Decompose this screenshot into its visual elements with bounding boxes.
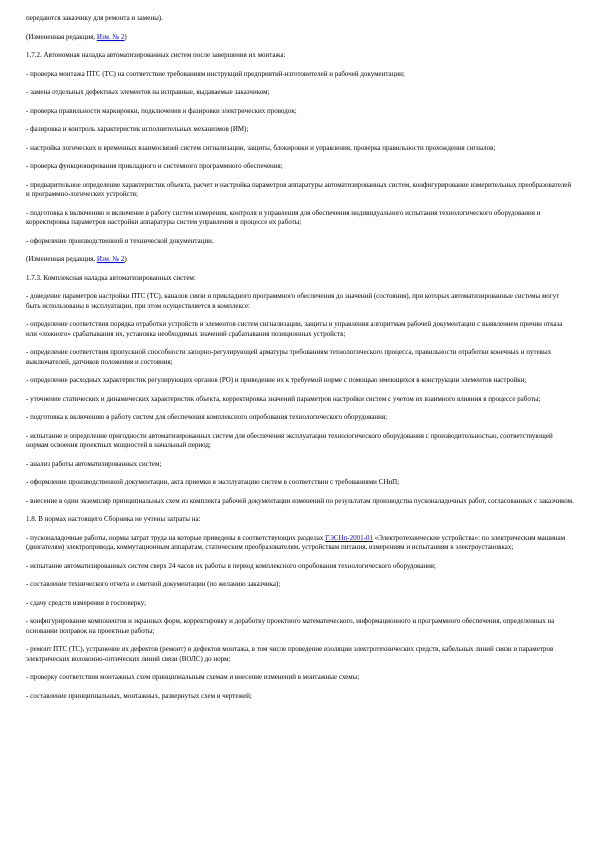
paragraph-text: - проверка монтажа ПТС (ТС) на соответствие требованиям инструкций предприятий-изготовителей и рабочей документации; <box>26 69 405 78</box>
paragraph-text: передаются заказчику для ремонта и замены). <box>26 14 163 22</box>
paragraph-text: - ремонт ПТС (ТС), устранение их дефектов (ремонт) и дефектов монтажа, в том числе проведение изоляции электротехнических средств, кабельных линий связи и параметров электрических волоконно-оптических линий связи (ВОЛС) до норм; <box>26 645 554 663</box>
paragraph-text: - составление принципиальных, монтажных, развернутых схем и чертежей; <box>26 691 252 700</box>
paragraph <box>26 599 574 609</box>
paragraph <box>26 395 574 405</box>
paragraph-text: 1.7.3. Комплексная наладка автоматизированных систем: <box>26 273 196 282</box>
paragraph <box>26 376 574 386</box>
paragraph-text-tail: ) <box>124 255 127 263</box>
paragraph <box>26 70 574 80</box>
paragraph-text: - проверка функционирования прикладного и системного программного обеспечения; <box>26 162 283 170</box>
paragraph-text: - составление технического отчета и сметной документации (по желанию заказчика); <box>26 580 281 588</box>
paragraph-text: - подготовка к включению и включение в работу систем измерения, контроля и управления для обеспечения индивидуального испытания технологического оборудования и корректировка параметров настройки аппаратуры систем управления в процессе их работы; <box>26 208 541 226</box>
paragraph-text: - внесение в один экземпляр принципиальных схем из комплекта рабочей документации изменений по результатам производства пусконаладочных работ, согласованных с заказчиком. <box>26 496 574 505</box>
amendment-link[interactable]: Изм. № 2 <box>96 255 125 263</box>
paragraph-text: 1.7.2. Автономная наладка автоматизированных систем после завершения их монтажа: <box>26 51 286 59</box>
paragraph <box>26 144 574 154</box>
paragraph-text-tail: «Электротехнические устройства»: по электрическим машинам (двигателям) электропривода, коммутационным аппаратам, статическим преобразователям, устройствам питания, измерениям и испытаниям в электроустановках; <box>26 533 566 551</box>
paragraph-text: - уточнение статических и динамических характеристик объекта, корректировка значений параметров настройки систем с учетом их взаимного влияния в процессе работы; <box>26 394 541 403</box>
paragraph-text: - определение соответствия пропускной способности запорно-регулирующей арматуры требованиям технологического процесса, правильности отработки конечных и путевых выключателей, датчиков положения и состояния; <box>26 348 552 366</box>
paragraph <box>26 51 574 61</box>
paragraph <box>26 320 574 339</box>
paragraph-text: - проверку соответствия монтажных схем принципиальным схемам и внесение изменений в монтажные схемы; <box>26 673 360 681</box>
amendment-link[interactable]: Изм. № 2 <box>96 32 125 41</box>
paragraph-text: - оформление производственной и технической документации. <box>26 236 214 245</box>
paragraph-text: - конфигурирование компонентов и экранных форм, корректировку и доработку проектного математического, информационного и программного обеспечения, определенных на основании поправок на проектные работы; <box>26 617 555 635</box>
paragraph-text-tail: ) <box>124 32 127 41</box>
paragraph <box>26 692 574 702</box>
paragraph <box>26 478 574 488</box>
paragraph-text: (Измененная редакция, <box>26 255 97 263</box>
paragraph <box>26 181 574 200</box>
paragraph <box>26 617 574 636</box>
paragraph-text: - испытание и определение пригодности автоматизированных систем для обеспечения эксплуатации технологического оборудования с производительностью, соответствующей нормам освоения проектных мощностей в начальный период; <box>26 431 553 449</box>
paragraph <box>26 292 574 311</box>
paragraph <box>26 534 574 553</box>
paragraph <box>26 209 574 228</box>
paragraph <box>26 645 574 664</box>
paragraph <box>26 274 574 284</box>
paragraph-text: (Измененная редакция, <box>26 32 97 41</box>
paragraph-text: - испытание автоматизированных систем сверх 24 часов их работы в период комплексного опробования технологического оборудования; <box>26 561 436 570</box>
paragraph-text: - настройка логических и временных взаимосвязей систем сигнализации, защиты, блокировки и управления, проверка правильности прохождения сигналов; <box>26 143 496 152</box>
paragraph <box>26 580 574 590</box>
paragraph <box>26 432 574 451</box>
paragraph <box>26 237 574 247</box>
paragraph <box>26 162 574 172</box>
paragraph-text: - определение расходных характеристик регулирующих органов (РО) и приведение их к требуемой норме с помощью имеющихся в конструкции элементов настройки; <box>26 376 527 384</box>
paragraph <box>26 562 574 572</box>
paragraph-text: - сдачу средств измерения в госповерку; <box>26 598 147 607</box>
paragraph <box>26 460 574 470</box>
paragraph <box>26 497 574 507</box>
paragraph <box>26 348 574 367</box>
paragraph <box>26 125 574 135</box>
paragraph-text: - оформление производственной документации, акта приемки в эксплуатацию систем в соответствии с требованиями СНиП; <box>26 478 400 486</box>
paragraph-text: - проверка правильности маркировки, подключения и фазировки электрических проводок; <box>26 106 297 115</box>
paragraph-text: - определение соответствия порядка отработки устройств и элементов систем сигнализации, защиты и управления алгоритмам рабочей документации с выявлением причин отказа или «ложного» срабатывания их, установка необходимых значений срабатывания позиционных устройств; <box>26 320 563 338</box>
amendment-link[interactable]: ГЭСНп-2001-01 <box>325 533 373 542</box>
paragraph <box>26 107 574 117</box>
paragraph <box>26 255 574 265</box>
paragraph <box>26 413 574 423</box>
paragraph-text: - пусконаладочные работы, нормы затрат труда на которые приведены в соответствующих разделах <box>26 533 326 542</box>
paragraph <box>26 33 574 43</box>
paragraph-text: - анализ работы автоматизированных систем; <box>26 459 162 468</box>
paragraph-text: - доведение параметров настройки ПТС (ТС), каналов связи и прикладного программного обеспечения до значений (состояния), при которых автоматизированные системы могут быть использованы в эксплуатации, при этом осуществляется в комплексе: <box>26 292 560 310</box>
document-page <box>26 14 574 710</box>
paragraph-text: - замена отдельных дефектных элементов на исправные, выдаваемые заказчиком; <box>26 88 270 96</box>
paragraph <box>26 88 574 98</box>
paragraph <box>26 673 574 683</box>
paragraph-text: - фазировка и контроль характеристик исполнительных механизмов (ИМ); <box>26 125 249 133</box>
paragraph-text: - подготовка к включению в работу систем для обеспечения комплексного опробования технологического оборудования; <box>26 413 388 421</box>
paragraph <box>26 515 574 525</box>
paragraph-text: 1.8. В нормах настоящего Сборника не учтены затраты на: <box>26 515 201 523</box>
paragraph <box>26 14 574 24</box>
paragraph-text: - предварительное определение характеристик объекта, расчет и настройка параметров аппаратуры автоматизированных систем, конфигурирование измерительных преобразователей и программно-логических устройств; <box>26 180 572 198</box>
